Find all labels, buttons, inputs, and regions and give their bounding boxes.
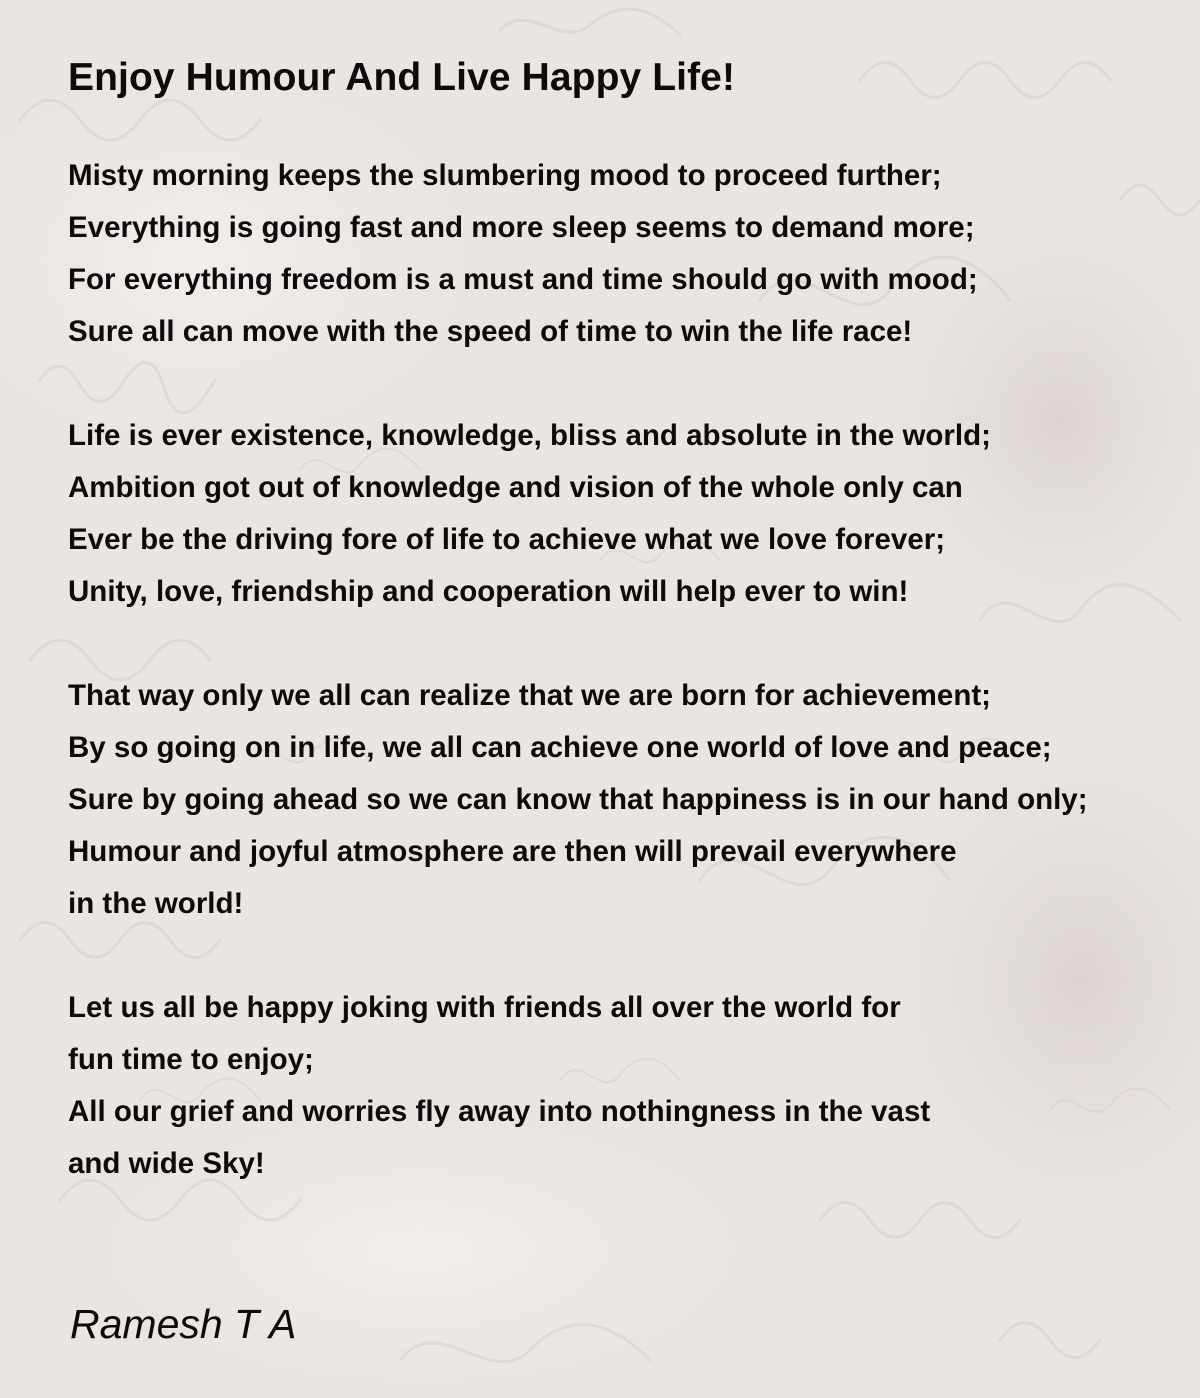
poem-line: That way only we all can realize that we are born for achievement; [68,679,991,712]
stanza-3 [68,670,1196,930]
poem-line: Unity, love, friendship and cooperation will help ever to win! [68,575,909,608]
stanza-4 [68,982,1196,1190]
poem-line: Ever be the driving fore of life to achieve what we love forever; [68,523,946,556]
poem-line: By so going on in life, we all can achieve one world of love and peace; [68,731,1052,764]
poem-line: Everything is going fast and more sleep seems to demand more; [68,211,975,244]
poem-line: All our grief and worries fly away into nothingness in the vast [68,1095,931,1128]
poem-line: Sure all can move with the speed of time to win the life race! [68,315,913,348]
stanza-2 [68,410,1196,618]
poem-line: fun time to enjoy; [68,1043,314,1076]
poem-line: in the world! [68,887,244,920]
poem-line: and wide Sky! [68,1147,265,1180]
poem-line: For everything freedom is a must and time should go with mood; [68,263,978,296]
poem-body [68,150,1196,1242]
poem-line: Sure by going ahead so we can know that happiness is in our hand only; [68,783,1088,816]
poem-line: Ambition got out of knowledge and vision of the whole only can [68,471,963,504]
poem-line: Life is ever existence, knowledge, bliss and absolute in the world; [68,419,991,452]
poem-line: Let us all be happy joking with friends all over the world for [68,991,901,1024]
poem-author: Ramesh T A [70,1301,297,1347]
poem-line: Misty morning keeps the slumbering mood to proceed further; [68,159,942,192]
stanza-1 [68,150,1196,358]
poem-title: Enjoy Humour And Live Happy Life! [68,56,736,99]
poem-line: Humour and joyful atmosphere are then will prevail everywhere [68,835,957,868]
